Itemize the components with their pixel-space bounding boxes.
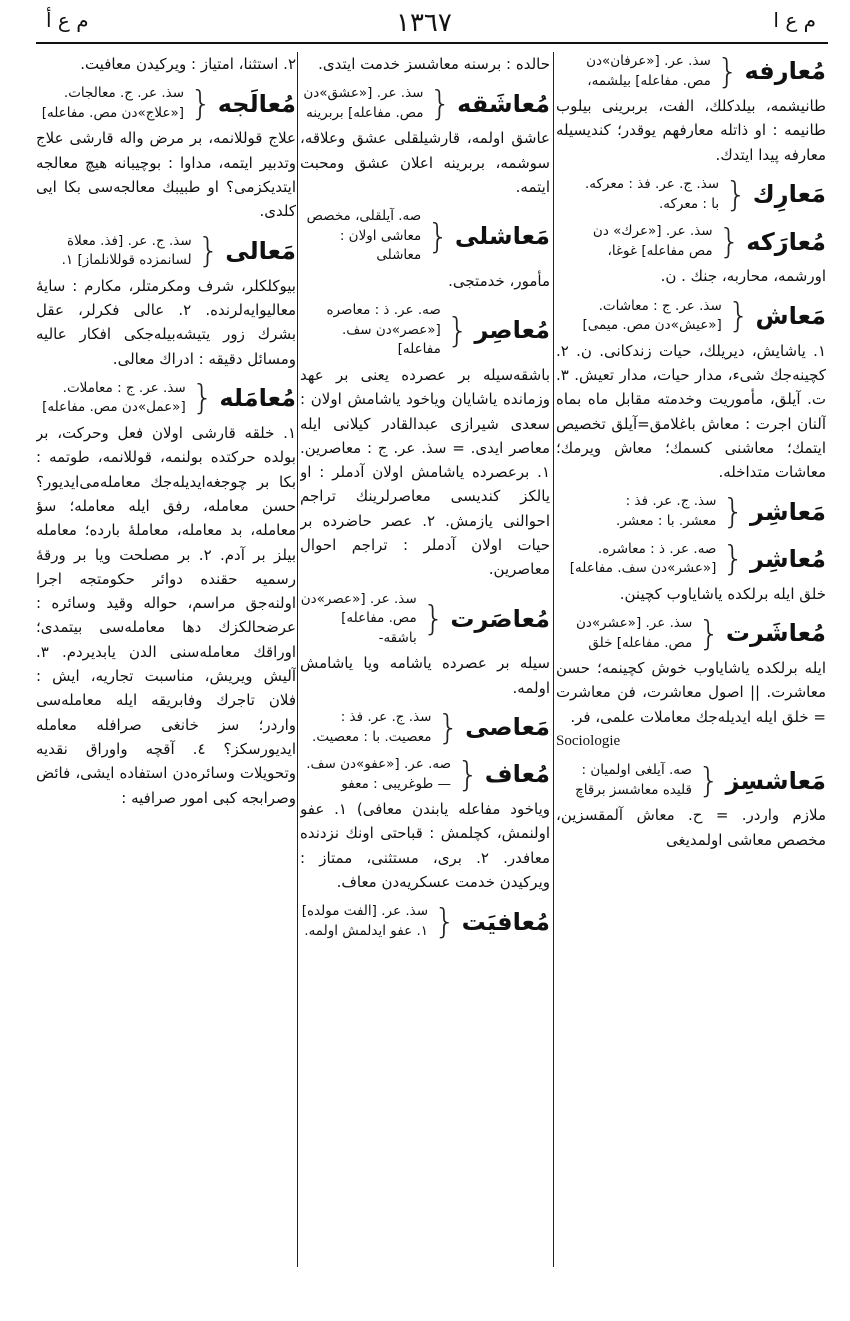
entry-heading	[556, 297, 826, 336]
headword: مُعاصَرت	[450, 604, 550, 633]
dictionary-column-middle	[300, 52, 550, 1267]
definition-text: حالده : برسنه معاشسز خدمت ايتدى.	[318, 55, 550, 73]
dictionary-entry	[556, 175, 826, 214]
entry-heading	[36, 379, 296, 418]
entry-heading	[36, 232, 296, 271]
brace-glyph: {	[722, 539, 745, 580]
brace-glyph: {	[429, 83, 452, 124]
brace-glyph: {	[457, 754, 479, 795]
grammar-line: سذ. عر. ج : معاملات.	[62, 379, 186, 396]
entry-heading	[300, 207, 550, 266]
brace-glyph: {	[697, 760, 720, 801]
dictionary-entry	[300, 708, 550, 747]
dictionary-entry	[556, 761, 826, 852]
dictionary-entry	[300, 207, 550, 293]
grammar-line: سذ. عر. [«عصر»دن	[300, 590, 417, 607]
entry-heading	[300, 902, 550, 941]
headword: مَعاشلى	[454, 222, 550, 251]
grammar-line: سذ. عر. [«عرفان»دن	[586, 53, 711, 69]
grammar-line: سذ. عر. [الفت مولده]	[301, 903, 429, 920]
brace-glyph: {	[422, 599, 445, 639]
grammar-line: لسانمزده قوللانلماز] ١.	[61, 252, 192, 269]
grammar-note	[585, 175, 719, 214]
entry-heading	[300, 84, 550, 123]
dictionary-entry	[300, 84, 550, 199]
grammar-note	[576, 614, 692, 653]
grammar-note	[582, 297, 721, 336]
brace-glyph: {	[427, 216, 449, 257]
grammar-note	[42, 84, 184, 123]
headword: مُعاشَرت	[725, 619, 826, 648]
column-divider	[553, 52, 554, 1267]
grammar-note	[312, 708, 431, 747]
dictionary-entry	[300, 590, 550, 700]
headword: مُعاشِر	[750, 544, 826, 573]
grammar-note	[300, 207, 421, 266]
grammar-line: [«عصر»دن سف. مفاعله]	[342, 321, 441, 358]
grammar-line: سذ. ج. عر. فذ : معركه.	[584, 176, 720, 193]
definition-text: ملازم واردر. = ح. معاش آلمقسزين، مخصص معاشى اولمديغى	[556, 806, 826, 849]
header-right-guide: م ع ا	[773, 8, 816, 32]
headword: مَعاشِر	[750, 497, 826, 526]
grammar-line: صه. عر. [«عفو»دن سف.	[306, 756, 452, 773]
dictionary-entry	[556, 614, 826, 753]
entry-heading	[556, 761, 826, 800]
grammar-note	[586, 52, 711, 91]
dictionary-column-right	[556, 52, 826, 1267]
grammar-line: صه. عر. ذ : معاصره	[326, 302, 441, 319]
headword: مَعارِك	[752, 180, 826, 209]
entry-heading	[556, 52, 826, 91]
brace-glyph: {	[197, 231, 220, 272]
dictionary-entry	[556, 540, 826, 606]
grammar-line: صه. آيلقلى، مخصص	[306, 208, 422, 225]
headword: مَعالى	[225, 236, 296, 265]
definition-text: مأمور، خدمتجى.	[448, 272, 550, 290]
definition-text: ٢. استثنا، امتياز : ويركيدن معافيت.	[80, 55, 296, 73]
grammar-line: سذ. عر. [«عرك» دن	[592, 223, 713, 240]
headword: مُعارَكه	[746, 227, 826, 256]
page-number: ١٣٦٧	[396, 8, 452, 38]
grammar-line: مص. مفاعله] خلق	[588, 634, 693, 651]
entry-heading	[556, 492, 826, 531]
grammar-note	[306, 755, 451, 794]
headword: مُعاشَقه	[457, 89, 550, 118]
brace-glyph: {	[446, 310, 469, 351]
entry-heading	[300, 708, 550, 747]
headword: مَعاصى	[465, 713, 550, 742]
grammar-line: [«عيش»دن مص. ميمى]	[582, 317, 722, 334]
definition-text: وياخود مفاعله يابندن معافى) ١. عفو اولنمش، كچلمش : قباحتى اونك نزدنده معافدر. ٢. برى، مستثنى، ممتاز : ويركيدن خدمت عسكريه‌دن معاف.	[300, 800, 550, 892]
grammar-line: معاشى اولان : معاشلى	[339, 227, 422, 264]
brace-glyph: {	[718, 221, 741, 262]
grammar-note	[593, 222, 713, 261]
definition-text: ١. خلقه قارشى اولان فعل وحركت، بر بولده حركتده بولنمه، قوللانمه، طوتمه : بكا بر چوجغه‌ايديله‌جك معامله‌مى‌ايديور؟ حسن معامله، رفق ايله معامله؛ سؤ معامله، بد معامله، معاملهٔ بارده؛ معامله بيلز بر آدم. ٢. بر مصلحت ويا بر ورقهٔ رسميه حقنده دوائر حكومتجه اجرا اولنه‌جق مراسم، حواله وقيد وسائره : عرضحالكزك دها معامله‌سى بيتمدى؛ اوراقك معامله‌سنى الدن يابديردم. ٣. آليش ويريش، مناسبت تجاريه، ايش : فلان تاجرك وفابريقه ايله معامله‌سى واردر؛ سز خانغى صرافله معامله ايديورسكز؟ ٤. آقچه واوراق نقديه وتحويلات وسائره‌دن استفاده ايشى، فائض وصرابجه كبى امور صرافيه :	[36, 424, 296, 807]
grammar-line: سذ. عر. ج : معاشات.	[598, 297, 722, 314]
headword: مُعافيَت	[461, 907, 550, 936]
grammar-line: سذ. عر. ج. معالجات.	[63, 85, 185, 102]
dictionary-column-left	[36, 52, 296, 1267]
grammar-line: ١. عفو ايدلمش اولمه.	[304, 922, 429, 939]
entry-heading	[556, 614, 826, 653]
grammar-note	[42, 379, 186, 418]
entry-heading	[300, 755, 550, 794]
grammar-note	[570, 540, 717, 579]
entry-heading	[36, 84, 296, 123]
headword: مَعاش	[755, 301, 826, 330]
grammar-note	[303, 84, 423, 123]
definition-text: بيوكلكلر، شرف ومكرمتلر، مكارم : سايهٔ معاليوايه‌لرنده. ٢. عالى فكرلر، عقل بشرك زور يتيشه‌بيله‌جكى افكار عاليه ومسائل دقيقه : ادراك معالى.	[36, 276, 296, 368]
grammar-line: قليده معاشسز برقاچ	[575, 781, 692, 798]
column-divider	[297, 52, 298, 1267]
grammar-note	[300, 301, 441, 360]
dictionary-entry	[556, 492, 826, 531]
definition-text: طانيشمه، بيلدكلك، الفت، بربرينى بيلوب طانيمه : او ذاتله معارفهم يوقدر؛ كنديسيله معارفه پيدا ايتدك.	[556, 97, 826, 164]
dictionary-entry	[300, 902, 550, 941]
definition-text: ايله برلكده ياشاياوب خوش كچينمه؛ حسن معاشرت. || اصول معاشرت، فن معاشرت = خلق ايله ايديله‌جك معاملات علمى، فر.	[556, 659, 826, 726]
headword: مُعالَجه	[217, 89, 296, 118]
definition-text: خلق ايله برلكده ياشاياوب كچينن.	[619, 584, 826, 603]
dictionary-entry	[556, 222, 826, 288]
brace-glyph: {	[725, 174, 747, 215]
header-rule	[36, 42, 828, 44]
definition-text: علاج قوللانمه، بر مرض واله قارشى علاج وتدبير ايتمه، مداوا : بوچيبانه هيچ معالجه ايتديكزمى؟ او طبيبك معالجه‌سى بكا ايى كلدى.	[36, 129, 296, 221]
definition-text: عاشق اولمه، قارشيلقلى عشق وعلاقه، سوشمه، بربرينه اعلان عشق ومحبت ايتمه.	[300, 129, 550, 197]
brace-glyph: {	[434, 901, 456, 942]
definition-text: اورشمه، محاربه، جنك . ن.	[660, 267, 826, 286]
grammar-line: سذ. عر. [«عشر»دن	[575, 615, 693, 632]
brace-glyph: {	[698, 613, 720, 654]
entry-heading	[556, 540, 826, 579]
grammar-line: معشر. با : معشر.	[616, 513, 717, 530]
dictionary-entry	[36, 379, 296, 810]
entry-heading	[556, 222, 826, 261]
latin-term: Sociologie	[556, 733, 621, 750]
grammar-note	[616, 492, 716, 531]
entry-heading	[300, 590, 550, 649]
grammar-line: سذ. ج. عر. فذ :	[340, 708, 432, 725]
headword: مُعاف	[484, 760, 550, 789]
entry-heading	[300, 301, 550, 360]
grammar-line: مص. مفاعله] باشقه-	[341, 610, 417, 646]
dictionary-entry	[556, 297, 826, 485]
dictionary-entry	[36, 52, 296, 76]
brace-glyph: {	[190, 83, 212, 124]
grammar-line: سذ. ج. عر. فذ :	[625, 493, 717, 510]
dictionary-entry	[300, 301, 550, 581]
dictionary-entry	[556, 52, 826, 167]
headword: مَعاشسِز	[725, 766, 826, 795]
grammar-line: سذ. ج. عر. [فذ. معلاة	[67, 232, 192, 249]
dictionary-entry	[36, 232, 296, 371]
headword: مُعاصِر	[474, 316, 550, 345]
brace-glyph: {	[437, 707, 460, 748]
grammar-line: [«عشر»دن سف. مفاعله]	[569, 560, 717, 577]
grammar-line: صه. عر. ذ : معاشره.	[597, 540, 717, 557]
header-left-guide: م ع أ	[46, 8, 89, 32]
brace-glyph: {	[191, 378, 214, 419]
grammar-line: مص مفاعله] غوغا،	[607, 242, 713, 259]
grammar-line: [«عمل»دن مص. مفاعله]	[42, 399, 186, 416]
brace-glyph: {	[716, 52, 739, 92]
grammar-line: معصيت. با : معصيت.	[312, 728, 432, 745]
dictionary-entry	[300, 52, 550, 76]
brace-glyph: {	[722, 492, 745, 533]
grammar-note	[575, 761, 692, 800]
definition-text: سيله بر عصرده ياشامه ويا ياشامش اولمه.	[300, 654, 550, 697]
grammar-note	[302, 902, 428, 941]
headword: مُعارفه	[744, 57, 826, 86]
grammar-line: با : معركه.	[658, 195, 720, 212]
grammar-line: [«علاج»دن مص. مفاعله]	[41, 104, 185, 121]
dictionary-entry	[36, 84, 296, 223]
grammar-note	[300, 590, 417, 649]
grammar-line: سذ. عر. [«عشق»دن	[303, 85, 424, 102]
entry-heading	[556, 175, 826, 214]
dictionary-entry	[300, 755, 550, 894]
grammar-line: مص. مفاعله] بربرينه	[306, 104, 424, 121]
definition-text: باشقه‌سيله بر عصرده يعنى بر عهد وزمانده ياشايان وياخود ياشامش اولان : سعدى شيرازى عبدالقادر كيلانى ايله معاصر ايدى. = سذ. عر. ج : معاصرين. ١. برعصرده ياشامش اولان آدملر : او يالكز كنديسى معاصرلرينك تراجم احوالنى يازمش. ٢. عصر حاضرده بر حيات اولان آدملر : تراجم احوال معاصرين.	[300, 365, 550, 579]
headword: مُعامَله	[219, 384, 296, 413]
grammar-line: مص. مفاعله] بيلشمه،	[587, 72, 711, 89]
grammar-line: — طوغريبى : معفو	[341, 775, 452, 792]
brace-glyph: {	[727, 296, 750, 337]
grammar-line: صه. آيلغى اولميان :	[581, 762, 692, 779]
page-header	[36, 8, 826, 42]
grammar-note	[62, 232, 192, 271]
definition-text: ١. ياشايش، ديريلك، حيات زندكانى. ن. ٢. كچينه‌جك شى‌ء، مدار حيات، مدار تعيش. ٣. ت. آيلق، مأموريت وخدمته مقابل ماه بماه آلنان اجرت : معاش باغلامق=آيلق تخصيص ايتمك؛ معاشنى كسمك؛ معاش ويرمك؛ معاشات متداخله.	[556, 341, 826, 482]
